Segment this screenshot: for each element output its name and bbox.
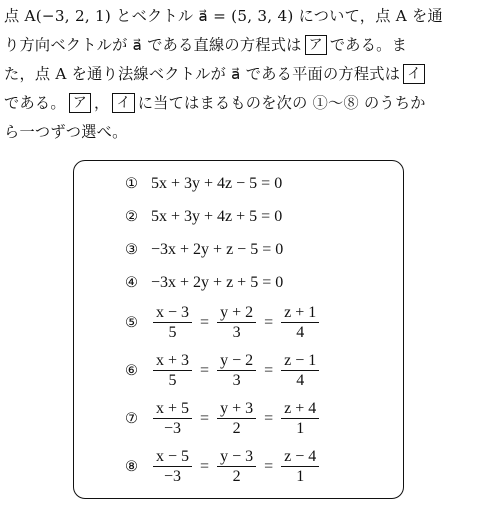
answer-box-a-ref: ア: [69, 93, 91, 113]
fraction-z: [281, 448, 319, 485]
numerator: z + 4: [281, 400, 319, 419]
problem-line-1: 点 A(−3, 2, 1) とベクトル a⃗ = (5, 3, 4) について，点 A を通: [4, 7, 443, 25]
denominator: 1: [296, 420, 305, 437]
fraction-z: [281, 400, 319, 437]
numerator: y − 3: [217, 448, 256, 467]
denominator: 2: [232, 420, 241, 437]
problem-line-2-tail: である。ま: [329, 36, 408, 54]
numerator: x − 3: [153, 304, 192, 323]
problem-line-4-comma: ，: [94, 94, 110, 112]
choice-2: [125, 208, 282, 226]
numerator: y + 3: [217, 400, 256, 419]
fraction-z: [281, 352, 319, 389]
fraction-y: [217, 304, 256, 341]
denominator: 4: [296, 324, 305, 341]
fraction-x: [153, 304, 192, 341]
choice-expression: 5x + 3y + 4z − 5 = 0: [151, 175, 283, 192]
denominator: 5: [168, 324, 177, 341]
choice-5: [125, 304, 321, 341]
equals-sign: =: [264, 409, 274, 427]
choice-8: [125, 448, 321, 485]
problem-line-3: [4, 60, 476, 89]
equals-sign: =: [200, 409, 210, 427]
choice-expression: −3x + 2y + z + 5 = 0: [151, 274, 284, 291]
numerator: z − 4: [281, 448, 319, 467]
choice-number: ③: [125, 242, 138, 258]
fraction-x: [153, 448, 192, 485]
fraction-y: [217, 400, 256, 437]
equals-sign: =: [200, 361, 210, 379]
problem-line-4: [4, 89, 476, 118]
fraction-y: [217, 352, 256, 389]
answer-box-i-ref: イ: [112, 93, 134, 113]
problem-line-2: [4, 31, 476, 60]
denominator: 5: [168, 372, 177, 389]
choice-number: ①: [125, 176, 138, 192]
choice-number: ②: [125, 209, 138, 225]
numerator: y + 2: [217, 304, 256, 323]
choice-expression: 5x + 3y + 4z + 5 = 0: [151, 208, 283, 225]
denominator: −3: [164, 468, 182, 485]
equals-sign: =: [264, 361, 274, 379]
denominator: 1: [296, 468, 305, 485]
answer-box-a: ア: [305, 35, 327, 55]
choice-7: [125, 400, 321, 437]
denominator: 2: [232, 468, 241, 485]
equals-sign: =: [264, 457, 274, 475]
choice-number: ⑧: [125, 458, 138, 475]
numerator: y − 2: [217, 352, 256, 371]
fraction-x: [153, 352, 192, 389]
denominator: −3: [164, 420, 182, 437]
choice-number: ⑥: [125, 362, 138, 379]
equals-sign: =: [200, 457, 210, 475]
equals-sign: =: [264, 313, 274, 331]
answer-box-i: イ: [403, 64, 425, 84]
problem-line-5: ら一つずつ選べ。: [4, 123, 128, 141]
choice-3: [125, 241, 283, 259]
choice-6: [125, 352, 321, 389]
denominator: 4: [296, 372, 305, 389]
choice-number: ⑦: [125, 410, 138, 427]
problem-text: [4, 2, 476, 147]
numerator: z − 1: [281, 352, 319, 371]
choice-4: [125, 274, 283, 292]
fraction-x: [153, 400, 192, 437]
numerator: x − 5: [153, 448, 192, 467]
problem-line-2-text: り方向ベクトルが a⃗ である直線の方程式は: [4, 36, 302, 54]
numerator: x + 3: [153, 352, 192, 371]
choice-number: ④: [125, 275, 138, 291]
choice-expression: −3x + 2y + z − 5 = 0: [151, 241, 284, 258]
numerator: x + 5: [153, 400, 192, 419]
problem-line-4-tail: に当てはまるものを次の ①〜⑧ のうちか: [137, 94, 426, 112]
fraction-z: [281, 304, 319, 341]
fraction-y: [217, 448, 256, 485]
problem-line-3-text: た，点 A を通り法線ベクトルが a⃗ である平面の方程式は: [4, 65, 401, 83]
choice-1: [125, 175, 282, 193]
problem-line-4-text: である。: [4, 94, 66, 112]
numerator: z + 1: [281, 304, 319, 323]
equals-sign: =: [200, 313, 210, 331]
denominator: 3: [232, 324, 241, 341]
denominator: 3: [232, 372, 241, 389]
choice-number: ⑤: [125, 314, 138, 331]
